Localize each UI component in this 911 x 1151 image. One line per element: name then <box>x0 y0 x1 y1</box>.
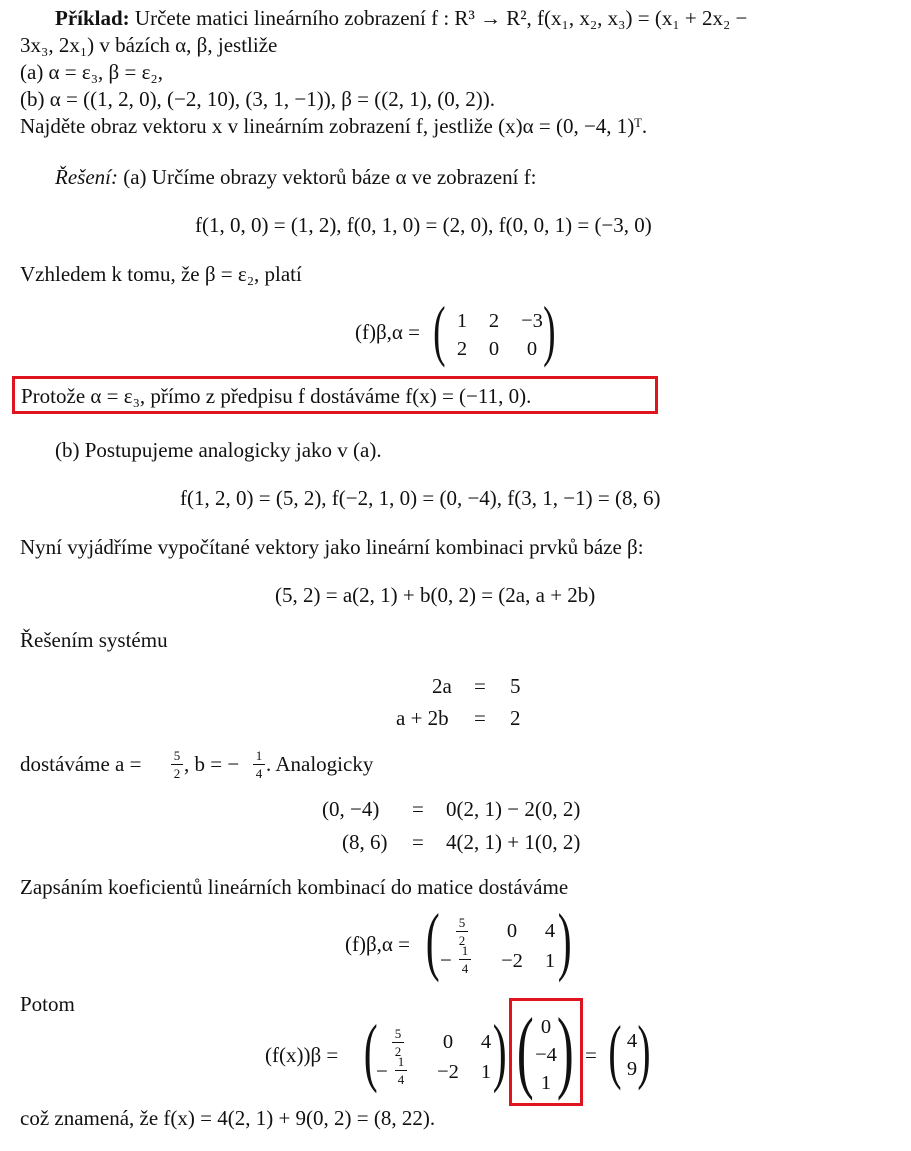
case-a-line: (a) α = ε₃, β = ε₂, <box>20 60 163 84</box>
conclusion-line: což znamená, že f(x) = 4(2, 1) + 9(0, 2) = (8, 22). <box>20 1106 436 1130</box>
fraction-bar <box>171 764 183 765</box>
task-line: Najděte obraz vektoru x v lineárním zobrazení f, jestliže (x)α = (0, −4, 1)ᵀ. <box>20 114 648 138</box>
frac-den: 2 <box>394 1044 402 1059</box>
matrix3-lhs: (f(x))β = <box>265 1043 339 1067</box>
eq1-eq: = <box>412 797 424 821</box>
matrix2-neg-sign: − <box>440 948 452 972</box>
combination-equation: (5, 2) = a(2, 1) + b(0, 2) = (2a, a + 2b) <box>275 583 596 607</box>
matrix2-right-paren: ) <box>557 899 572 983</box>
matrix3-cell: 4 <box>480 1031 492 1053</box>
example-text-line-2: 3x₃, 2x₁) v bázích α, β, jestliže <box>20 33 278 57</box>
matrix3-cell: 1 <box>480 1061 492 1083</box>
images-b-equation: f(1, 2, 0) = (5, 2), f(−2, 1, 0) = (0, −4), f(3, 1, −1) = (8, 6) <box>180 486 661 510</box>
example-text-line-1: Určete matici lineárního zobrazení f : R³ → R², f(x₁, x₂, x₃) = (x₁ + 2x₂ − <box>134 6 748 30</box>
matrix2-lhs: (f)β,α = <box>345 932 411 956</box>
fraction-bar <box>253 764 265 765</box>
product-eq: = <box>585 1043 597 1067</box>
frac-den: 2 <box>458 933 466 948</box>
frac-den: 4 <box>255 766 263 781</box>
solution-label: Řešení: <box>55 165 118 189</box>
matrix1-left-paren: ( <box>433 292 446 368</box>
vector-right-paren: ) <box>556 999 574 1101</box>
matrix3-right-paren: ) <box>492 1010 507 1094</box>
express-line: Nyní vyjádříme vypočítané vektory jako lineární kombinaci prvků báze β: <box>20 535 644 559</box>
fraction-bar <box>459 959 471 960</box>
matrix1-lhs: (f)β,α = <box>355 320 421 344</box>
vector-cell: −4 <box>535 1044 557 1066</box>
matrix3-left-paren: ( <box>363 1010 378 1094</box>
matrix1-cell: 1 <box>456 310 468 332</box>
eq2-eq: = <box>412 830 424 854</box>
matrix1-cell: 2 <box>488 310 500 332</box>
vector-cell: 0 <box>540 1016 552 1038</box>
eq2-lhs: (8, 6) <box>342 830 388 854</box>
matrix1-cell: 0 <box>526 338 538 360</box>
example-heading-line <box>55 8 747 29</box>
system-row1-lhs: 2a <box>432 674 452 698</box>
matrix2-cell: −2 <box>501 950 523 972</box>
fraction-bar <box>456 931 468 932</box>
eq1-rhs: 0(2, 1) − 2(0, 2) <box>446 797 581 821</box>
matrix3-cell: 0 <box>442 1031 454 1053</box>
then-label: Potom <box>20 992 75 1016</box>
result-cell: 9 <box>626 1058 638 1080</box>
matrix1-cell: 0 <box>488 338 500 360</box>
matrix2-cell: 1 <box>544 950 556 972</box>
example-label: Příklad: <box>55 6 130 30</box>
system-label: Řešením systému <box>20 628 168 652</box>
frac-den: 2 <box>173 766 181 781</box>
beta-remark: Vzhledem k tomu, že β = ε₂, platí <box>20 262 302 286</box>
matrix2-cell: 4 <box>544 920 556 942</box>
eq2-rhs: 4(2, 1) + 1(0, 2) <box>446 830 581 854</box>
fraction-bar <box>395 1070 407 1071</box>
vector-left-paren: ( <box>516 999 534 1101</box>
system-row2-eq: = <box>474 706 486 730</box>
frac-den: 4 <box>397 1072 405 1087</box>
result-cell: 4 <box>626 1030 638 1052</box>
matrix3-neg-sign: − <box>376 1059 388 1083</box>
result-a-line: Protože α = ε₃, přímo z předpisu f dostáváme f(x) = (−11, 0). <box>21 384 532 408</box>
frac-num: 5 <box>173 748 181 763</box>
solution-intro-text: (a) Určíme obrazy vektorů báze α ve zobrazení f: <box>123 165 537 189</box>
coefficients-text-a: dostáváme a = <box>20 752 142 776</box>
vector-cell: 1 <box>540 1072 552 1094</box>
system-row2-lhs: a + 2b <box>396 706 449 730</box>
coefficients-text-b: , b = − <box>184 752 240 776</box>
matrix3-cell: −2 <box>437 1061 459 1083</box>
frac-num: 1 <box>255 748 263 763</box>
result-left-paren: ( <box>608 1011 622 1091</box>
case-b-line: (b) α = ((1, 2, 0), (−2, 10), (3, 1, −1)), β = ((2, 1), (0, 2)). <box>20 87 495 111</box>
system-row1-eq: = <box>474 674 486 698</box>
matrix1-right-paren: ) <box>543 292 556 368</box>
frac-num: 1 <box>461 943 469 958</box>
coefficients-text-c: . Analogicky <box>266 752 374 776</box>
part-b-intro: (b) Postupujeme analogicky jako v (a). <box>55 438 382 462</box>
matrix2-cell: 0 <box>506 920 518 942</box>
matrix1-cell: −3 <box>521 310 543 332</box>
matrix1-cell: 2 <box>456 338 468 360</box>
system-row1-rhs: 5 <box>510 674 521 698</box>
frac-num: 5 <box>394 1026 402 1041</box>
result-right-paren: ) <box>637 1011 651 1091</box>
system-row2-rhs: 2 <box>510 706 521 730</box>
frac-num: 1 <box>397 1054 405 1069</box>
matrix-intro-line: Zapsáním koeficientů lineárních kombinací do matice dostáváme <box>20 875 569 899</box>
eq1-lhs: (0, −4) <box>322 797 380 821</box>
matrix2-left-paren: ( <box>425 899 440 983</box>
frac-num: 5 <box>458 915 466 930</box>
solution-intro-line <box>55 167 537 188</box>
frac-den: 4 <box>461 961 469 976</box>
fraction-bar <box>392 1042 404 1043</box>
images-equation: f(1, 0, 0) = (1, 2), f(0, 1, 0) = (2, 0), f(0, 0, 1) = (−3, 0) <box>195 213 652 237</box>
